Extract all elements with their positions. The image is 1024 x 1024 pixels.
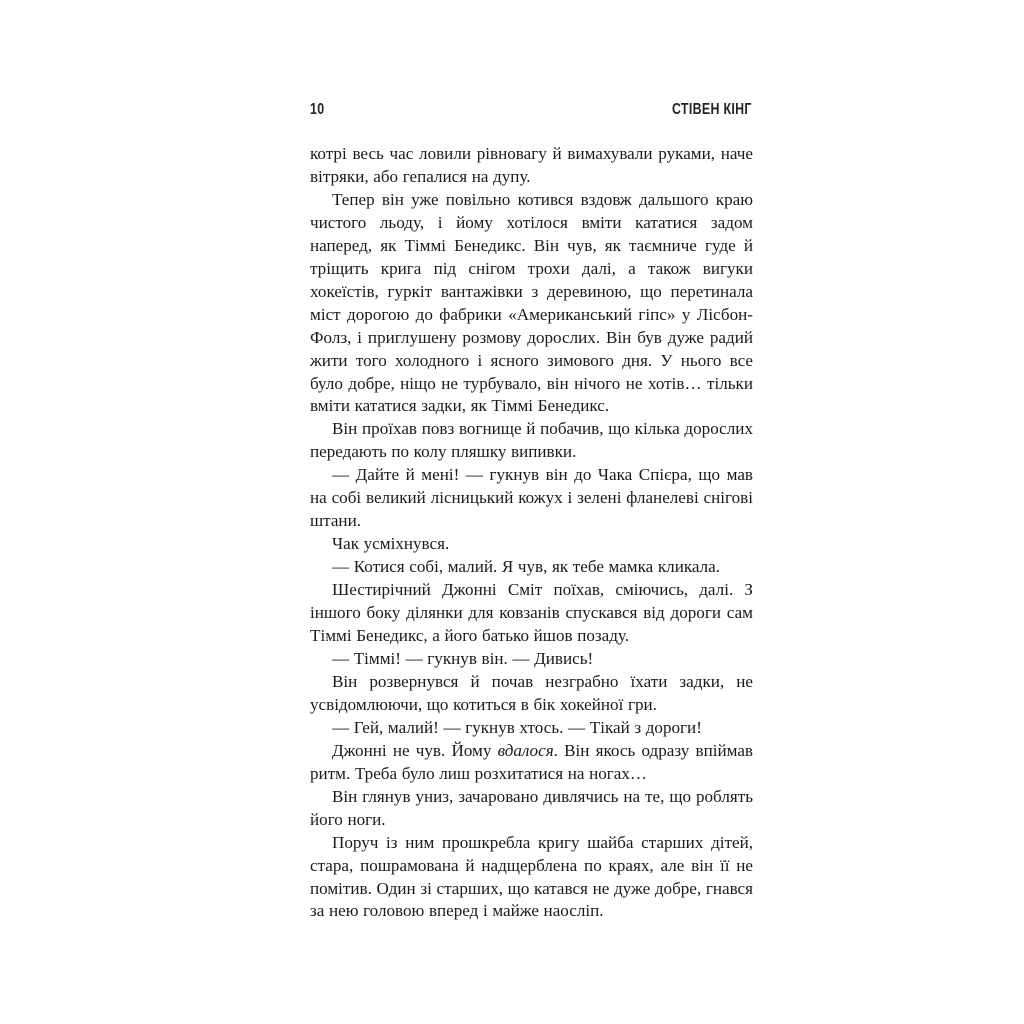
text-run: Він проїхав повз вогнище й побачив, що кілька дорослих передають по колу пляшку випивки. [310, 419, 753, 462]
text-run: — Дайте й мені! — гукнув він до Чака Спієра, що мав на собі великий лісницький кожух і зелені фланелеві снігові штани. [310, 465, 753, 531]
paragraph [310, 143, 753, 189]
text-run: — Котися собі, малий. Я чув, як тебе мамка кликала. [332, 557, 721, 577]
emphasis-text: вдалося [497, 740, 554, 760]
text-run: Він глянув униз, зачаровано дивлячись на те, що роблять його ноги. [310, 786, 753, 829]
paragraph [310, 418, 753, 464]
text-run: Чак усміхнувся. [332, 534, 450, 554]
paragraph [310, 717, 753, 740]
text-run: Джонні не чув. Йому [332, 740, 498, 760]
paragraph [310, 740, 753, 786]
running-head-author: СТІВЕН КІНГ [672, 101, 752, 118]
paragraph [310, 832, 753, 924]
running-head [310, 102, 752, 118]
paragraph [310, 556, 753, 579]
text-run: — Тіммі! — гукнув він. — Дивись! [332, 648, 594, 668]
text-run: Шестирічний Джонні Сміт поїхав, сміючись, далі. З іншого боку ділянки для ковзанів спускався від дороги сам Тіммі Бенедикс, а його батько йшов позаду. [310, 580, 753, 646]
text-run: Він розвернувся й почав незграбно їхати задки, не усвідомлюючи, що котиться в бік хокейної гри. [310, 671, 753, 714]
paragraph [310, 786, 753, 832]
text-run: . Він якось одразу впіймав ритм. Треба було лиш розхитатися на ногах… [310, 740, 753, 783]
paragraph [310, 189, 753, 419]
paragraph [310, 648, 753, 671]
paragraph [310, 533, 753, 556]
page-number: 10 [310, 101, 325, 118]
body-text-block [310, 143, 753, 923]
text-run: Поруч із ним прошкребла кригу шайба старших дітей, стара, пошрамована й надщерблена по краях, але він її не помітив. Один зі старших, що катався не дуже добре, гнався за нею головою вперед і майже наосліп. [310, 832, 753, 921]
paragraph [310, 579, 753, 648]
text-run: Тепер він уже повільно котився вздовж дальшого краю чистого льоду, і йому хотілося вміти кататися задом наперед, як Тіммі Бенедикс. Він чув, як таємниче гуде й тріщить крига під снігом трохи далі, а також вигуки хокеїстів, гуркіт вантажівки з деревиною, що перетинала міст дорогою до фабрики «Американський гіпс» у Лісбон-Фолз, і приглушену розмову дорослих. Він був дуже радий жити того холодного і ясного зимового дня. У нього все було добре, ніщо не турбувало, він нічого не хотів… тільки вміти кататися задки, як Тіммі Бенедикс. [310, 189, 753, 416]
text-run: котрі весь час ловили рівновагу й вимахували руками, наче вітряки, або гепалися на дупу. [310, 144, 753, 186]
paragraph [310, 671, 753, 717]
paragraph [310, 464, 753, 533]
text-run: — Гей, малий! — гукнув хтось. — Тікай з дороги! [332, 717, 702, 737]
